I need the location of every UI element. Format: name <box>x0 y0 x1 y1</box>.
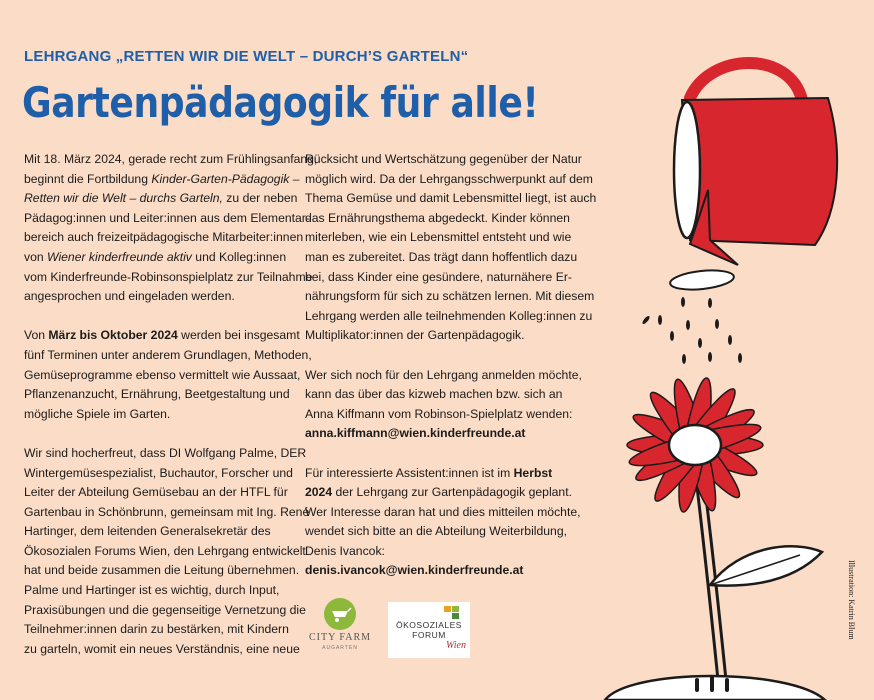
text-line: fünf Terminen unter anderem Grundlagen, Methoden, <box>24 347 312 362</box>
text-line: mögliche Spiele im Garten. <box>24 406 171 421</box>
article-kicker: LEHRGANG „RETTEN WIR DIE WELT – DURCH’S GARTELN“ <box>24 48 469 65</box>
text-line: Pädagog:innen und Leiter:innen aus dem Elementar- <box>24 210 310 225</box>
paragraph <box>305 366 582 444</box>
email-link-anna[interactable]: anna.kiffmann@wien.kinderfreunde.at <box>305 426 526 441</box>
text-line: Wir sind hocherfreut, dass DI Wolfgang Palme, DER <box>24 445 307 460</box>
wheelbarrow-icon <box>324 598 356 630</box>
text-line: Teilnehmer:innen darin zu bestärken, mit Kindern <box>24 622 289 637</box>
text-line: Palme und Hartinger ist es wichtig, durch Input, <box>24 583 280 598</box>
watering-can-flower-illustration <box>560 40 860 700</box>
text-line: Leiter der Abteilung Gemüsebau an der HTFL für <box>24 485 288 500</box>
text-line: Multiplikator:innen der Gartenpädagogik. <box>305 328 525 343</box>
oeko-line3: Wien <box>446 640 466 651</box>
text-line: hat und beide zusammen die Leitung übernehmen. <box>24 563 300 578</box>
text-line: Ökosozialen Forums Wien, den Lehrgang entwickelt <box>24 543 306 558</box>
text-line: nährungsform für sich zu schätzen lernen. Mit diesem <box>305 289 595 304</box>
paragraph <box>305 150 597 346</box>
text-line: Rücksicht und Wertschätzung gegenüber der Natur <box>305 152 582 166</box>
forum-mark-icon <box>444 606 460 620</box>
paragraph <box>24 326 312 424</box>
illustration-credit: Illustration: Katrin Blum <box>847 560 856 640</box>
city-farm-subtitle: AUGARTEN <box>322 645 358 651</box>
text-line: Mit 18. März 2024, gerade recht zum Frühlingsanfang, <box>24 152 318 166</box>
text-line: zu garteln, womit ein neues Verständnis, eine neue <box>24 641 300 656</box>
text-line: beginnt die Fortbildung Kinder-Garten-Pädagogik – <box>24 171 300 186</box>
text-line: vom Kinderfreunde-Robinsonspielplatz zur Teilnahme <box>24 269 313 284</box>
email-link-denis[interactable]: denis.ivancok@wien.kinderfreunde.at <box>305 563 524 578</box>
text-line: Praxisübungen und die gegenseitige Vernetzung die <box>24 602 306 617</box>
text-line: Wer Interesse daran hat und dies mitteilen möchte, <box>305 504 581 519</box>
text-line: Gemüseprogramme ebenso vermittelt wie Aussaat, <box>24 367 301 382</box>
city-farm-name: CITY FARM <box>308 632 372 643</box>
text-line: kann das über das kizweb machen bzw. sich an <box>305 387 563 402</box>
text-line: Wintergemüsespezialist, Buchautor, Forscher und <box>24 465 293 480</box>
text-line: bei, dass Kinder eine gesündere, naturnähere Er- <box>305 269 572 284</box>
text-line: man es zubereitet. Das trägt dann hoffentlich dazu <box>305 249 578 264</box>
paragraph <box>24 150 318 307</box>
text-line: Von März bis Oktober 2024 werden bei insgesamt <box>24 328 300 343</box>
text-line: Pflanzenanzucht, Ernährung, Beetgestaltung und <box>24 387 290 402</box>
paragraph <box>305 464 581 582</box>
text-line: Denis Ivancok: <box>305 543 385 558</box>
text-line: Für interessierte Assistent:innen ist im Herbst <box>305 465 553 480</box>
text-column-right <box>305 150 597 601</box>
paragraph <box>24 444 310 660</box>
text-line: bereich auch freizeitpädagogische Mitarbeiter:innen <box>24 230 304 245</box>
oeko-line2: FORUM <box>412 630 446 640</box>
text-line: Hartinger, dem leitenden Generalsekretär des <box>24 524 271 539</box>
text-line: angesprochen und eingeladen werden. <box>24 289 235 304</box>
city-farm-logo <box>304 598 376 650</box>
text-line: möglich wird. Da der Lehrgangsschwerpunkt auf dem <box>305 171 593 186</box>
text-line: das Ernährungsthema abgedeckt. Kinder können <box>305 210 570 225</box>
text-line: miterleben, wie ein Lebensmittel entsteht und wie <box>305 230 572 245</box>
text-line: Anna Kiffmann vom Robinson-Spielplatz wenden: <box>305 406 573 421</box>
text-line: wendet sich bitte an die Abteilung Weiterbildung, <box>305 524 567 539</box>
article-title: Gartenpädagogik für alle! <box>22 78 539 127</box>
oeko-line1: ÖKOSOZIALES <box>396 620 462 630</box>
text-line: Retten wir die Welt – durchs Garteln, zu der neben <box>24 191 298 206</box>
oekosoziales-forum-logo <box>388 602 470 658</box>
text-line: Lehrgang werden alle teilnehmenden Kolleg:innen zu <box>305 308 593 323</box>
text-line: Wer sich noch für den Lehrgang anmelden möchte, <box>305 367 582 382</box>
text-line: Gartenbau in Schönbrunn, gemeinsam mit Ing. René <box>24 504 310 519</box>
text-line: 2024 der Lehrgang zur Gartenpädagogik geplant. <box>305 485 572 500</box>
text-line: Thema Gemüse und damit Lebensmittel liegt, ist auch <box>305 191 597 206</box>
text-line: von Wiener kinderfreunde aktiv und Kolleg:innen <box>24 249 287 264</box>
text-column-left <box>24 150 318 679</box>
